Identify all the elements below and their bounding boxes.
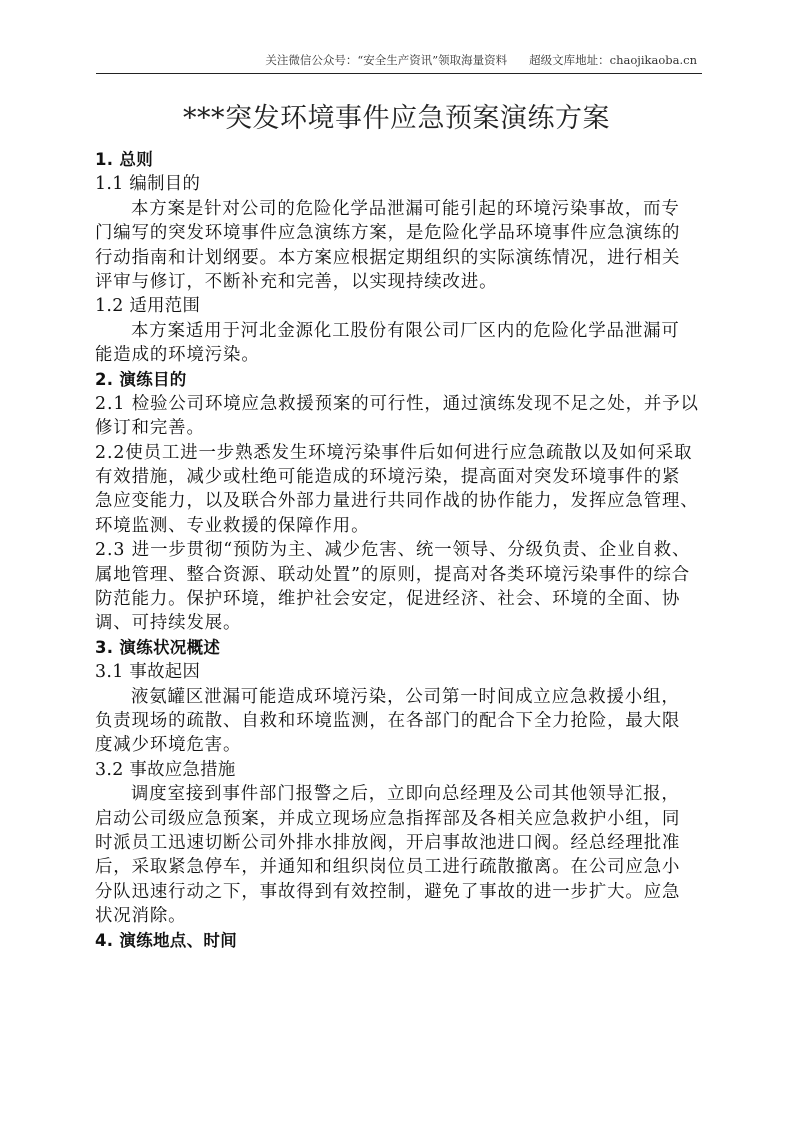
paragraph-line: 分队迅速行动之下，事故得到有效控制，避免了事故的进一步扩大。应急 <box>95 881 681 902</box>
section-heading: 3. 演练状况概述 <box>95 637 221 657</box>
paragraph-line: 调度室接到事件部门报警之后，立即向总经理及公司其他领导汇报， <box>131 784 680 805</box>
paragraph-line: 2.2使员工进一步熟悉发生环境污染事件后如何进行应急疏散以及如何采取 <box>95 442 693 463</box>
paragraph-line: 评审与修订，不断补充和完善，以实现持续改进。 <box>95 271 498 292</box>
document-body <box>95 148 703 953</box>
paragraph-line: 2.3 进一步贯彻“预防为主、减少危害、统一领导、分级负责、企业自救、 <box>95 540 691 561</box>
paragraph-line: 本方案适用于河北金源化工股份有限公司厂区内的危险化学品泄漏可 <box>131 320 680 341</box>
paragraph-line: 启动公司级应急预案，并成立现场应急指挥部及各相关应急救护小组，同 <box>95 808 681 829</box>
section-heading: 1. 总则 <box>95 150 153 169</box>
paragraph-line: 本方案是针对公司的危险化学品泄漏可能引起的环境污染事故，而专 <box>131 198 680 219</box>
paragraph-line: 状况消除。 <box>95 906 187 927</box>
paragraph-line: 有效措施，减少或杜绝可能造成的环境污染，提高面对突发环境事件的紧 <box>95 467 681 488</box>
paragraph-line: 能造成的环境污染。 <box>95 345 260 366</box>
paragraph-line: 属地管理、整合资源、联动处置”的原则，提高对各类环境污染事件的综合 <box>95 564 691 585</box>
paragraph-line: 2.1 检验公司环境应急救援预案的可行性，通过演练发现不足之处，并予以 <box>95 393 699 414</box>
paragraph-line: 防范能力。保护环境，维护社会安定，促进经济、社会、环境的全面、协 <box>95 589 681 610</box>
subsection-heading: 1.2 适用范围 <box>95 296 201 317</box>
paragraph-line: 修订和完善。 <box>95 418 205 439</box>
paragraph-line: 环境监测、专业救援的保障作用。 <box>95 515 370 536</box>
header-library: 超级文库地址：chaojikaoba.cn <box>529 53 697 67</box>
page-header <box>0 52 697 68</box>
header-divider <box>96 73 702 74</box>
subsection-heading: 3.2 事故应急措施 <box>95 759 236 780</box>
subsection-heading: 1.1 编制目的 <box>95 174 201 195</box>
header-notice: 关注微信公众号：“安全生产资讯”领取海量资料 <box>265 53 508 67</box>
paragraph-line: 调、可持续发展。 <box>95 613 242 634</box>
document-title: ***突发环境事件应急预案演练方案 <box>183 103 610 134</box>
section-heading: 4. 演练地点、时间 <box>95 930 237 950</box>
paragraph-line: 门编写的突发环境事件应急演练方案，是危险化学品环境事件应急演练的 <box>95 223 681 244</box>
paragraph-line: 度减少环境危害。 <box>95 735 242 756</box>
paragraph-line: 行动指南和计划纲要。本方案应根据定期组织的实际演练情况，进行相关 <box>95 247 681 268</box>
paragraph-line: 急应变能力，以及联合外部力量进行共同作战的协作能力，发挥应急管理、 <box>95 491 699 512</box>
paragraph-line: 液氨罐区泄漏可能造成环境污染，公司第一时间成立应急救援小组， <box>131 686 680 707</box>
paragraph-line: 负责现场的疏散、自救和环境监测，在各部门的配合下全力抢险，最大限 <box>95 710 681 731</box>
subsection-heading: 3.1 事故起因 <box>95 662 201 683</box>
paragraph-line: 后，采取紧急停车，并通知和组织岗位员工进行疏散撤离。在公司应急小 <box>95 857 681 878</box>
paragraph-line: 时派员工迅速切断公司外排水排放阀，开启事故池进口阀。经总经理批准 <box>95 832 681 853</box>
section-heading: 2. 演练目的 <box>95 369 187 389</box>
